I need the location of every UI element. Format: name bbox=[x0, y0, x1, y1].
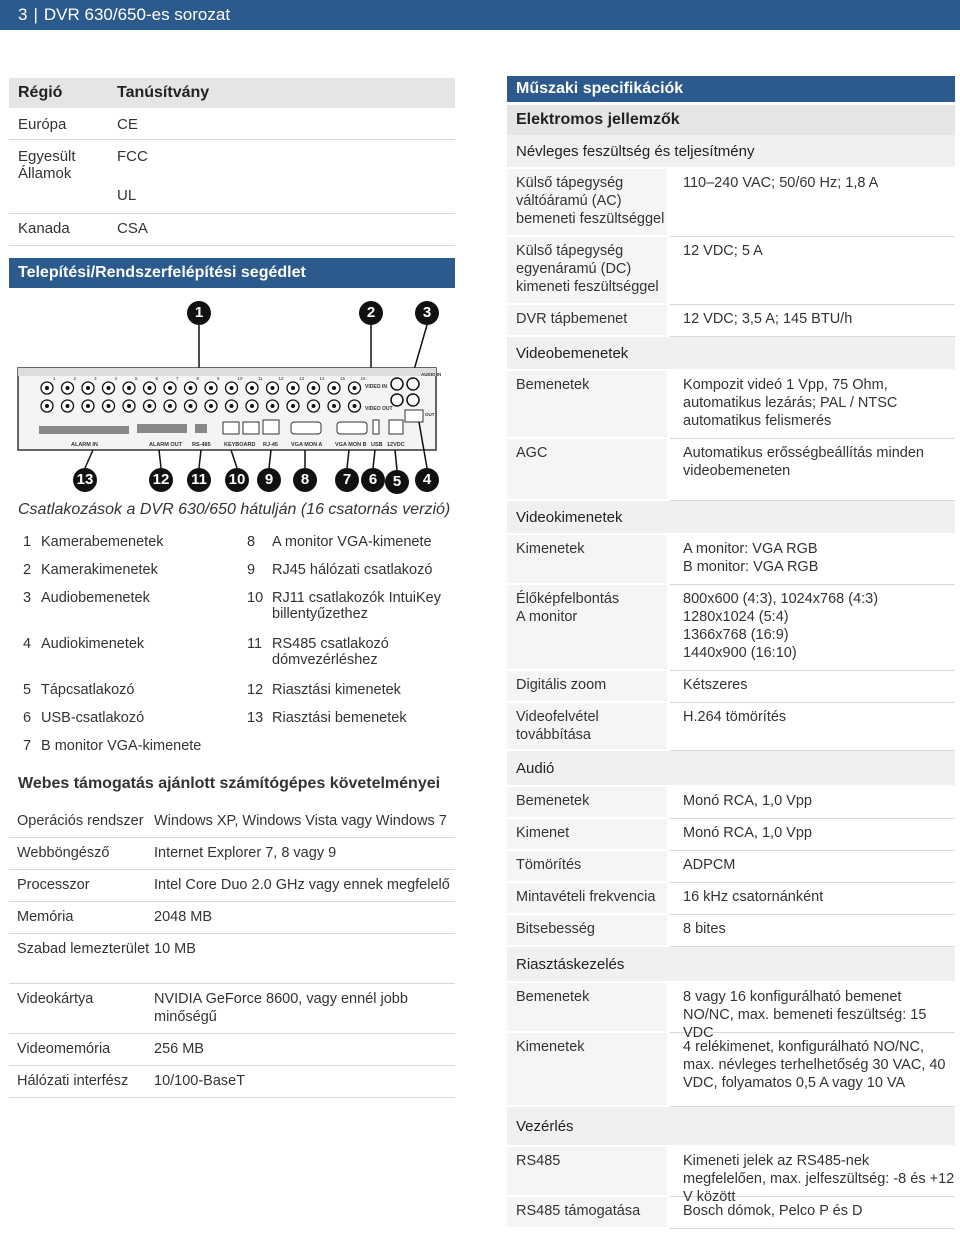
label-video-out: VIDEO OUT bbox=[365, 406, 393, 412]
bnc-pin bbox=[332, 404, 336, 408]
label-rj45: RJ-45 bbox=[263, 442, 278, 448]
spec-value: 800x600 (4:3), 1024x768 (4:3) 1280x1024 (5:4) 1366x768 (16:9) 1440x900 (16:10) bbox=[670, 585, 955, 671]
spec-section-title: Audió bbox=[507, 751, 955, 787]
spec-body bbox=[507, 169, 955, 1229]
channel-number: 9 bbox=[217, 376, 220, 381]
spec-value: 110–240 VAC; 50/60 Hz; 1,8 A bbox=[670, 169, 955, 237]
web-requirement-row bbox=[9, 870, 455, 902]
spec-section-title: Videokimenetek bbox=[507, 501, 955, 535]
spec-value: ADPCM bbox=[670, 851, 955, 883]
bnc-pin bbox=[312, 404, 316, 408]
connector-number: 4 bbox=[23, 636, 32, 652]
label-alarm-in: ALARM IN bbox=[71, 442, 98, 448]
requirement-value: 256 MB bbox=[154, 1041, 204, 1057]
bnc-pin bbox=[189, 404, 193, 408]
requirement-label: Hálózati interfész bbox=[17, 1073, 129, 1089]
header-separator: | bbox=[33, 5, 38, 24]
spec-section-title: Videobemenetek bbox=[507, 337, 955, 371]
bnc-pin bbox=[353, 404, 357, 408]
spec-row bbox=[507, 585, 955, 671]
bnc-pin bbox=[148, 386, 152, 390]
spec-label: Élőképfelbontás A monitor bbox=[507, 585, 667, 671]
channel-number: 12 bbox=[278, 376, 284, 381]
requirement-value: NVIDIA GeForce 8600, vagy ennél jobb minőségű bbox=[154, 991, 408, 1025]
connector-number: 5 bbox=[23, 682, 32, 698]
spec-label: Kimenetek bbox=[507, 535, 667, 585]
connector-label: Audiobemenetek bbox=[41, 590, 150, 606]
web-requirement-row bbox=[9, 1034, 455, 1066]
bnc-pin bbox=[107, 404, 111, 408]
region-cell: Egyesült Államok bbox=[18, 148, 76, 182]
spec-value: 8 bites bbox=[670, 915, 955, 947]
spec-row bbox=[507, 371, 955, 439]
spec-label: Bemenetek bbox=[507, 371, 667, 439]
spec-section-title: Riasztáskezelés bbox=[507, 947, 955, 983]
spec-row bbox=[507, 169, 955, 237]
bnc-pin bbox=[127, 404, 131, 408]
spec-value: Kompozit videó 1 Vpp, 75 Ohm, automatikus lezárás; PAL / NTSC automatikus felismerés bbox=[670, 371, 955, 439]
spec-label: RS485 támogatása bbox=[507, 1197, 667, 1229]
callout-3: 3 bbox=[415, 301, 439, 325]
rear-panel-diagram bbox=[9, 292, 455, 492]
connector-row bbox=[23, 738, 455, 766]
spec-value: 8 vagy 16 konfigurálható bemenet NO/NC, max. bemeneti feszültség: 15 VDC bbox=[670, 983, 955, 1033]
region-table-header bbox=[9, 78, 455, 108]
label-usb: USB bbox=[371, 442, 383, 448]
bnc-pin bbox=[107, 386, 111, 390]
requirement-label: Szabad lemezterület bbox=[17, 941, 150, 957]
callout-2: 2 bbox=[359, 301, 383, 325]
spec-label: Bemenetek bbox=[507, 983, 667, 1033]
spec-value: 12 VDC; 5 A bbox=[670, 237, 955, 305]
spec-label: Külső tápegység váltóáramú (AC) bemeneti feszültséggel bbox=[507, 169, 667, 237]
spec-label: Tömörítés bbox=[507, 851, 667, 883]
spec-row bbox=[507, 883, 955, 915]
cert-cell: CSA bbox=[117, 220, 148, 237]
callout-4: 4 bbox=[415, 468, 439, 492]
connector-label: A monitor VGA-kimenete bbox=[272, 534, 432, 550]
panel-drawing bbox=[9, 292, 455, 492]
bnc-pin bbox=[127, 386, 131, 390]
region-row bbox=[9, 140, 455, 214]
spec-value: 12 VDC; 3,5 A; 145 BTU/h bbox=[670, 305, 955, 337]
bnc-pin bbox=[66, 386, 70, 390]
bnc-pin bbox=[86, 386, 90, 390]
callout-13: 13 bbox=[73, 468, 97, 492]
connector-row bbox=[23, 534, 455, 562]
spec-row bbox=[507, 703, 955, 751]
bnc-pin bbox=[209, 404, 213, 408]
connector-label: B monitor VGA-kimenete bbox=[41, 738, 202, 754]
page-title: DVR 630/650-es sorozat bbox=[43, 5, 231, 24]
bnc-pin bbox=[250, 386, 254, 390]
callout-11: 11 bbox=[187, 468, 211, 492]
connector-row bbox=[23, 590, 455, 636]
label-audio-out: OUT bbox=[425, 412, 435, 417]
connector-number: 1 bbox=[23, 534, 32, 550]
label-rs485: RS-485 bbox=[192, 442, 211, 448]
callout-9: 9 bbox=[257, 468, 281, 492]
channel-number: 4 bbox=[114, 376, 118, 381]
label-vga-b: VGA MON B bbox=[335, 442, 367, 448]
requirement-value: 10 MB bbox=[154, 941, 196, 957]
web-requirement-row bbox=[9, 838, 455, 870]
spec-row bbox=[507, 671, 955, 703]
spec-label: Mintavételi frekvencia bbox=[507, 883, 667, 915]
callout-10: 10 bbox=[225, 468, 249, 492]
requirement-label: Operációs rendszer bbox=[17, 813, 144, 829]
spec-value: 16 kHz csatornánként bbox=[670, 883, 955, 915]
requirement-label: Webböngésző bbox=[17, 845, 110, 861]
connector-number: 12 bbox=[247, 682, 264, 698]
spec-value: Monó RCA, 1,0 Vpp bbox=[670, 787, 955, 819]
requirement-label: Videomemória bbox=[17, 1041, 111, 1057]
channel-number: 11 bbox=[258, 376, 263, 381]
bnc-pin bbox=[353, 386, 357, 390]
label-12vdc: 12VDC bbox=[387, 442, 405, 448]
bnc-pin bbox=[209, 386, 213, 390]
spec-row bbox=[507, 915, 955, 947]
bnc-pin bbox=[291, 386, 295, 390]
channel-number: 13 bbox=[299, 376, 305, 381]
connector-row bbox=[23, 710, 455, 738]
connector-number: 7 bbox=[23, 738, 32, 754]
connector-label: Riasztási bemenetek bbox=[272, 710, 407, 726]
channel-number: 15 bbox=[340, 376, 346, 381]
bnc-pin bbox=[250, 404, 254, 408]
spec-row bbox=[507, 535, 955, 585]
channel-number: 2 bbox=[73, 376, 77, 381]
channel-number: 7 bbox=[176, 376, 179, 381]
install-title: Telepítési/Rendszerfelépítési segédlet bbox=[9, 258, 455, 288]
callout-8: 8 bbox=[293, 468, 317, 492]
web-requirement-row bbox=[9, 902, 455, 934]
spec-label: Digitális zoom bbox=[507, 671, 667, 703]
spec-row bbox=[507, 305, 955, 337]
diagram-caption: Csatlakozások a DVR 630/650 hátulján (16 csatornás verzió) bbox=[18, 501, 451, 518]
bnc-pin bbox=[271, 404, 275, 408]
bnc-pin bbox=[168, 386, 172, 390]
requirement-value: Intel Core Duo 2.0 GHz vagy ennek megfelelő bbox=[154, 877, 450, 893]
spec-value: Kétszeres bbox=[670, 671, 955, 703]
connector-row bbox=[23, 562, 455, 590]
spec-row bbox=[507, 1197, 955, 1229]
spec-label: DVR tápbemenet bbox=[507, 305, 667, 337]
bnc-pin bbox=[230, 404, 234, 408]
bnc-pin bbox=[332, 386, 336, 390]
spec-row bbox=[507, 819, 955, 851]
requirement-value: 10/100-BaseT bbox=[154, 1073, 246, 1089]
spec-value: Automatikus erősségbeállítás minden videobemeneten bbox=[670, 439, 955, 501]
web-requirements-title: Webes támogatás ajánlott számítógépes követelményei bbox=[18, 775, 441, 792]
spec-row bbox=[507, 787, 955, 819]
electrical-title: Elektromos jellemzők bbox=[507, 105, 955, 135]
requirement-label: Memória bbox=[17, 909, 74, 925]
bnc-pin bbox=[230, 386, 234, 390]
region-cell: Európa bbox=[18, 116, 67, 133]
connector-label: RS485 csatlakozó dómvezérléshez bbox=[272, 636, 389, 668]
cert-cell: UL bbox=[117, 187, 137, 204]
bnc-pin bbox=[86, 404, 90, 408]
channel-number: 1 bbox=[53, 376, 56, 381]
connector-number: 3 bbox=[23, 590, 32, 606]
connector-number: 6 bbox=[23, 710, 32, 726]
connector-number: 13 bbox=[247, 710, 264, 726]
channel-number: 5 bbox=[135, 376, 138, 381]
bnc-pin bbox=[271, 386, 275, 390]
cert-cell: FCC bbox=[117, 148, 148, 165]
nominal-title: Névleges feszültség és teljesítmény bbox=[507, 135, 955, 169]
channel-number: 8 bbox=[196, 376, 200, 381]
region-header: Régió bbox=[18, 84, 63, 101]
bnc-pin bbox=[45, 404, 49, 408]
bnc-pin bbox=[45, 386, 49, 390]
spec-label: Kimenet bbox=[507, 819, 667, 851]
callout-1: 1 bbox=[187, 301, 211, 325]
connector-list bbox=[9, 534, 455, 766]
bnc-pin bbox=[66, 404, 70, 408]
spec-value: Kimeneti jelek az RS485-nek megfelelően, max. jelfeszültség: -8 és +12 V között bbox=[670, 1147, 955, 1197]
connector-label: Audiokimenetek bbox=[41, 636, 145, 652]
spec-label: Bemenetek bbox=[507, 787, 667, 819]
connector-number: 8 bbox=[247, 534, 256, 550]
label-audio-in: AUDIO IN bbox=[421, 372, 442, 377]
web-requirement-row bbox=[9, 806, 455, 838]
requirement-label: Processzor bbox=[17, 877, 90, 893]
callout-7: 7 bbox=[335, 468, 359, 492]
region-row bbox=[9, 108, 455, 140]
spec-row bbox=[507, 1147, 955, 1205]
page-header bbox=[0, 0, 960, 30]
connector-number: 9 bbox=[247, 562, 256, 578]
channel-number: 14 bbox=[319, 376, 325, 381]
channel-number: 16 bbox=[360, 376, 366, 381]
region-cell: Kanada bbox=[18, 220, 70, 237]
connector-label: Tápcsatlakozó bbox=[41, 682, 135, 698]
spec-row bbox=[507, 237, 955, 305]
spec-label: Külső tápegység egyenáramú (DC) kimeneti feszültséggel bbox=[507, 237, 667, 305]
label-alarm-out: ALARM OUT bbox=[149, 442, 182, 448]
right-column bbox=[507, 76, 955, 1229]
web-requirements-table bbox=[9, 806, 455, 1098]
callout-12: 12 bbox=[149, 468, 173, 492]
spec-label: AGC bbox=[507, 439, 667, 501]
connector-label: Kamerakimenetek bbox=[41, 562, 158, 578]
requirement-label: Videokártya bbox=[17, 991, 94, 1007]
connector-label: RJ45 hálózati csatlakozó bbox=[272, 562, 433, 578]
spec-row bbox=[507, 851, 955, 883]
spec-label: Kimenetek bbox=[507, 1033, 667, 1107]
spec-value: A monitor: VGA RGB B monitor: VGA RGB bbox=[670, 535, 955, 585]
callout-6: 6 bbox=[361, 468, 385, 492]
spec-label: Bitsebesség bbox=[507, 915, 667, 947]
web-requirement-row bbox=[9, 984, 455, 1034]
spec-row bbox=[507, 1033, 955, 1107]
spec-section-title: Vezérlés bbox=[507, 1107, 955, 1147]
cert-header: Tanúsítvány bbox=[117, 84, 210, 101]
bnc-pin bbox=[148, 404, 152, 408]
spec-value: H.264 tömörítés bbox=[670, 703, 955, 751]
connector-label: RJ11 csatlakozók IntuiKey billentyűzethez bbox=[272, 590, 441, 622]
spec-label: Videofelvétel továbbítása bbox=[507, 703, 667, 751]
bnc-pin bbox=[168, 404, 172, 408]
requirement-value: Internet Explorer 7, 8 vagy 9 bbox=[154, 845, 337, 861]
left-column bbox=[9, 78, 455, 1098]
channel-number: 6 bbox=[155, 376, 159, 381]
region-row bbox=[9, 214, 455, 246]
bnc-pin bbox=[291, 404, 295, 408]
bnc-pin bbox=[312, 386, 316, 390]
label-keyboard: KEYBOARD bbox=[224, 442, 256, 448]
connector-number: 11 bbox=[247, 636, 263, 652]
connector-label: Riasztási kimenetek bbox=[272, 682, 401, 698]
spec-row bbox=[507, 439, 955, 501]
spec-value: Bosch dómok, Pelco P és D bbox=[670, 1197, 955, 1229]
label-vga-a: VGA MON A bbox=[291, 442, 323, 448]
bnc-pin bbox=[189, 386, 193, 390]
web-requirement-row bbox=[9, 1066, 455, 1098]
connector-row bbox=[23, 636, 455, 682]
specs-title: Műszaki specifikációk bbox=[507, 76, 955, 102]
channel-number: 3 bbox=[94, 376, 97, 381]
spec-value: Monó RCA, 1,0 Vpp bbox=[670, 819, 955, 851]
spec-value: 4 relékimenet, konfigurálható NO/NC, max. névleges terhelhetőség 30 VAC, 40 VDC, folyamatos 0,5 A vagy 10 VA bbox=[670, 1033, 955, 1107]
label-video-in: VIDEO IN bbox=[365, 384, 387, 390]
spec-row bbox=[507, 983, 955, 1041]
requirement-value: 2048 MB bbox=[154, 909, 213, 925]
page-number: 3 bbox=[18, 5, 28, 24]
connector-label: Kamerabemenetek bbox=[41, 534, 164, 550]
callout-5: 5 bbox=[385, 470, 409, 494]
spec-label: RS485 bbox=[507, 1147, 667, 1197]
connector-row bbox=[23, 682, 455, 710]
connector-number: 2 bbox=[23, 562, 32, 578]
web-requirement-row bbox=[9, 934, 455, 984]
connector-number: 10 bbox=[247, 590, 264, 606]
channel-number: 10 bbox=[237, 376, 243, 381]
cert-cell: CE bbox=[117, 116, 138, 133]
requirement-value: Windows XP, Windows Vista vagy Windows 7 bbox=[154, 813, 447, 829]
connector-label: USB-csatlakozó bbox=[41, 710, 145, 726]
